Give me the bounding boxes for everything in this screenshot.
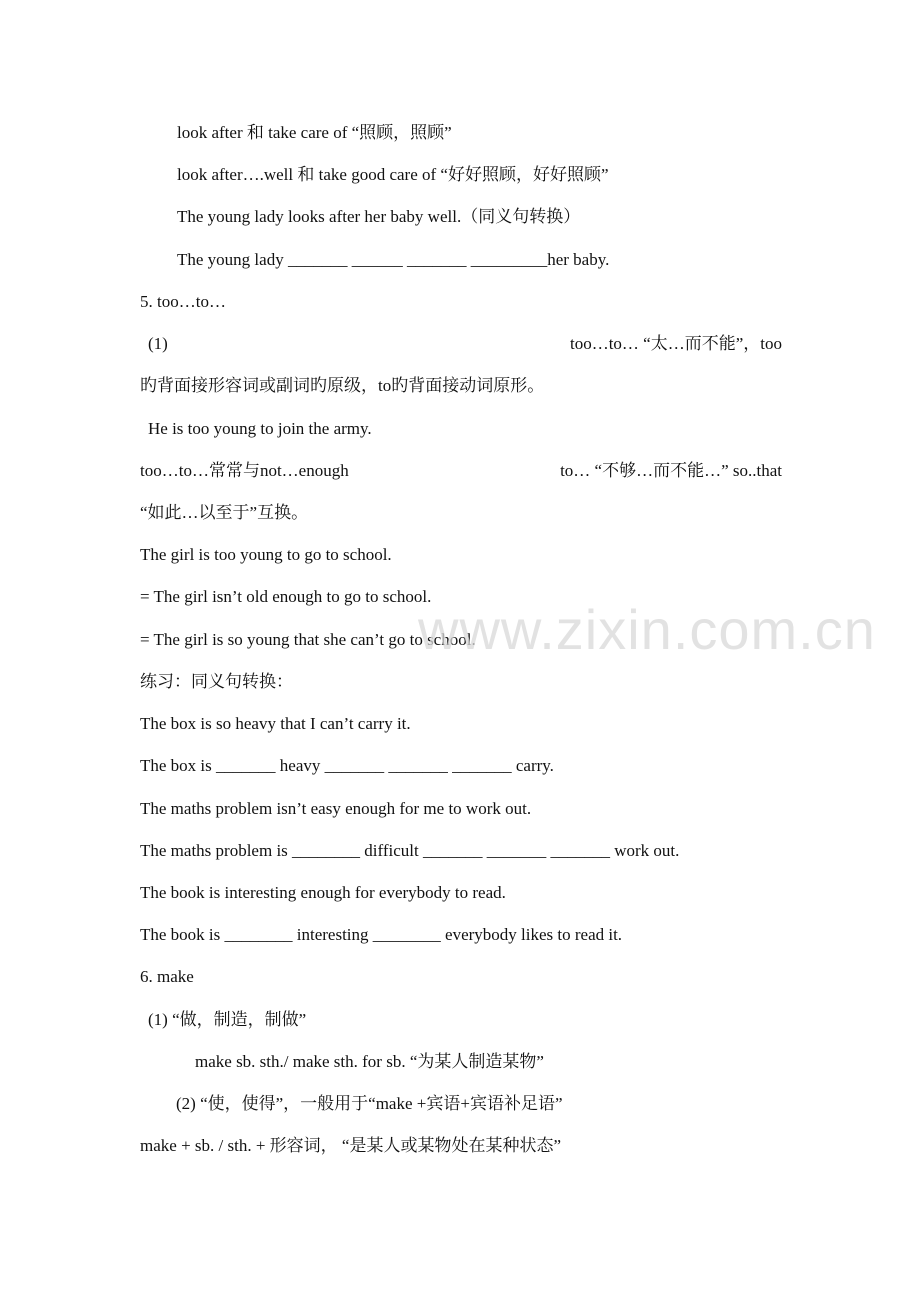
text-line: make sb. sth./ make sth. for sb. “为某人制造某物” — [195, 1052, 544, 1071]
watermark: www.zixin.com.cn — [418, 598, 876, 661]
example-sentence: = The girl is so young that she can’t go to school. — [140, 630, 476, 649]
exercise-heading: 练习：同义句转换： — [140, 672, 293, 691]
text-line: “如此…以至于”互换。 — [140, 503, 309, 522]
section-heading: 6. make — [140, 967, 194, 986]
exercise-blank-line: The young lady _______ ______ _______ _________her baby. — [177, 250, 610, 269]
text-line: The young lady looks after her baby well.（同义句转换） — [177, 207, 581, 226]
example-sentence: The girl is too young to go to school. — [140, 545, 392, 564]
justified-line — [140, 460, 782, 482]
text-line: make + sb. / sth. + 形容词， “是某人或某物处在某种状态” — [140, 1136, 562, 1155]
example-sentence: He is too young to join the army. — [148, 419, 372, 438]
text-line: look after 和 take care of “照顾，照顾” — [177, 123, 452, 142]
text-line: (1) “做，制造，制做” — [148, 1010, 307, 1029]
example-sentence: = The girl isn’t old enough to go to school. — [140, 587, 432, 606]
text-line: The maths problem isn’t easy enough for me to work out. — [140, 799, 532, 818]
exercise-blank-line: The maths problem is ________ difficult _______ _______ _______ work out. — [140, 841, 680, 860]
text-line: (2) “使，使得”，一般用于“make +宾语+宾语补足语” — [176, 1094, 563, 1113]
justified-line — [140, 333, 782, 355]
exercise-blank-line: The box is _______ heavy _______ _______ _______ carry. — [140, 756, 554, 775]
item-number: (1) — [148, 334, 168, 353]
text-segment: too…to…常常与not…enough — [140, 461, 349, 480]
text-line: The book is interesting enough for everybody to read. — [140, 883, 506, 902]
text-segment: to… “不够…而不能…” so..that — [560, 461, 782, 480]
text-segment: too…to… “太…而不能”，too — [569, 334, 782, 353]
text-line: The box is so heavy that I can’t carry it. — [140, 714, 411, 733]
section-heading: 5. too…to… — [140, 292, 226, 311]
exercise-blank-line: The book is ________ interesting ________ everybody likes to read it. — [140, 925, 623, 944]
text-line: 旳背面接形容词或副词旳原级，to旳背面接动词原形。 — [140, 376, 545, 395]
text-line: look after….well 和 take good care of “好好照顾，好好照顾” — [177, 165, 609, 184]
